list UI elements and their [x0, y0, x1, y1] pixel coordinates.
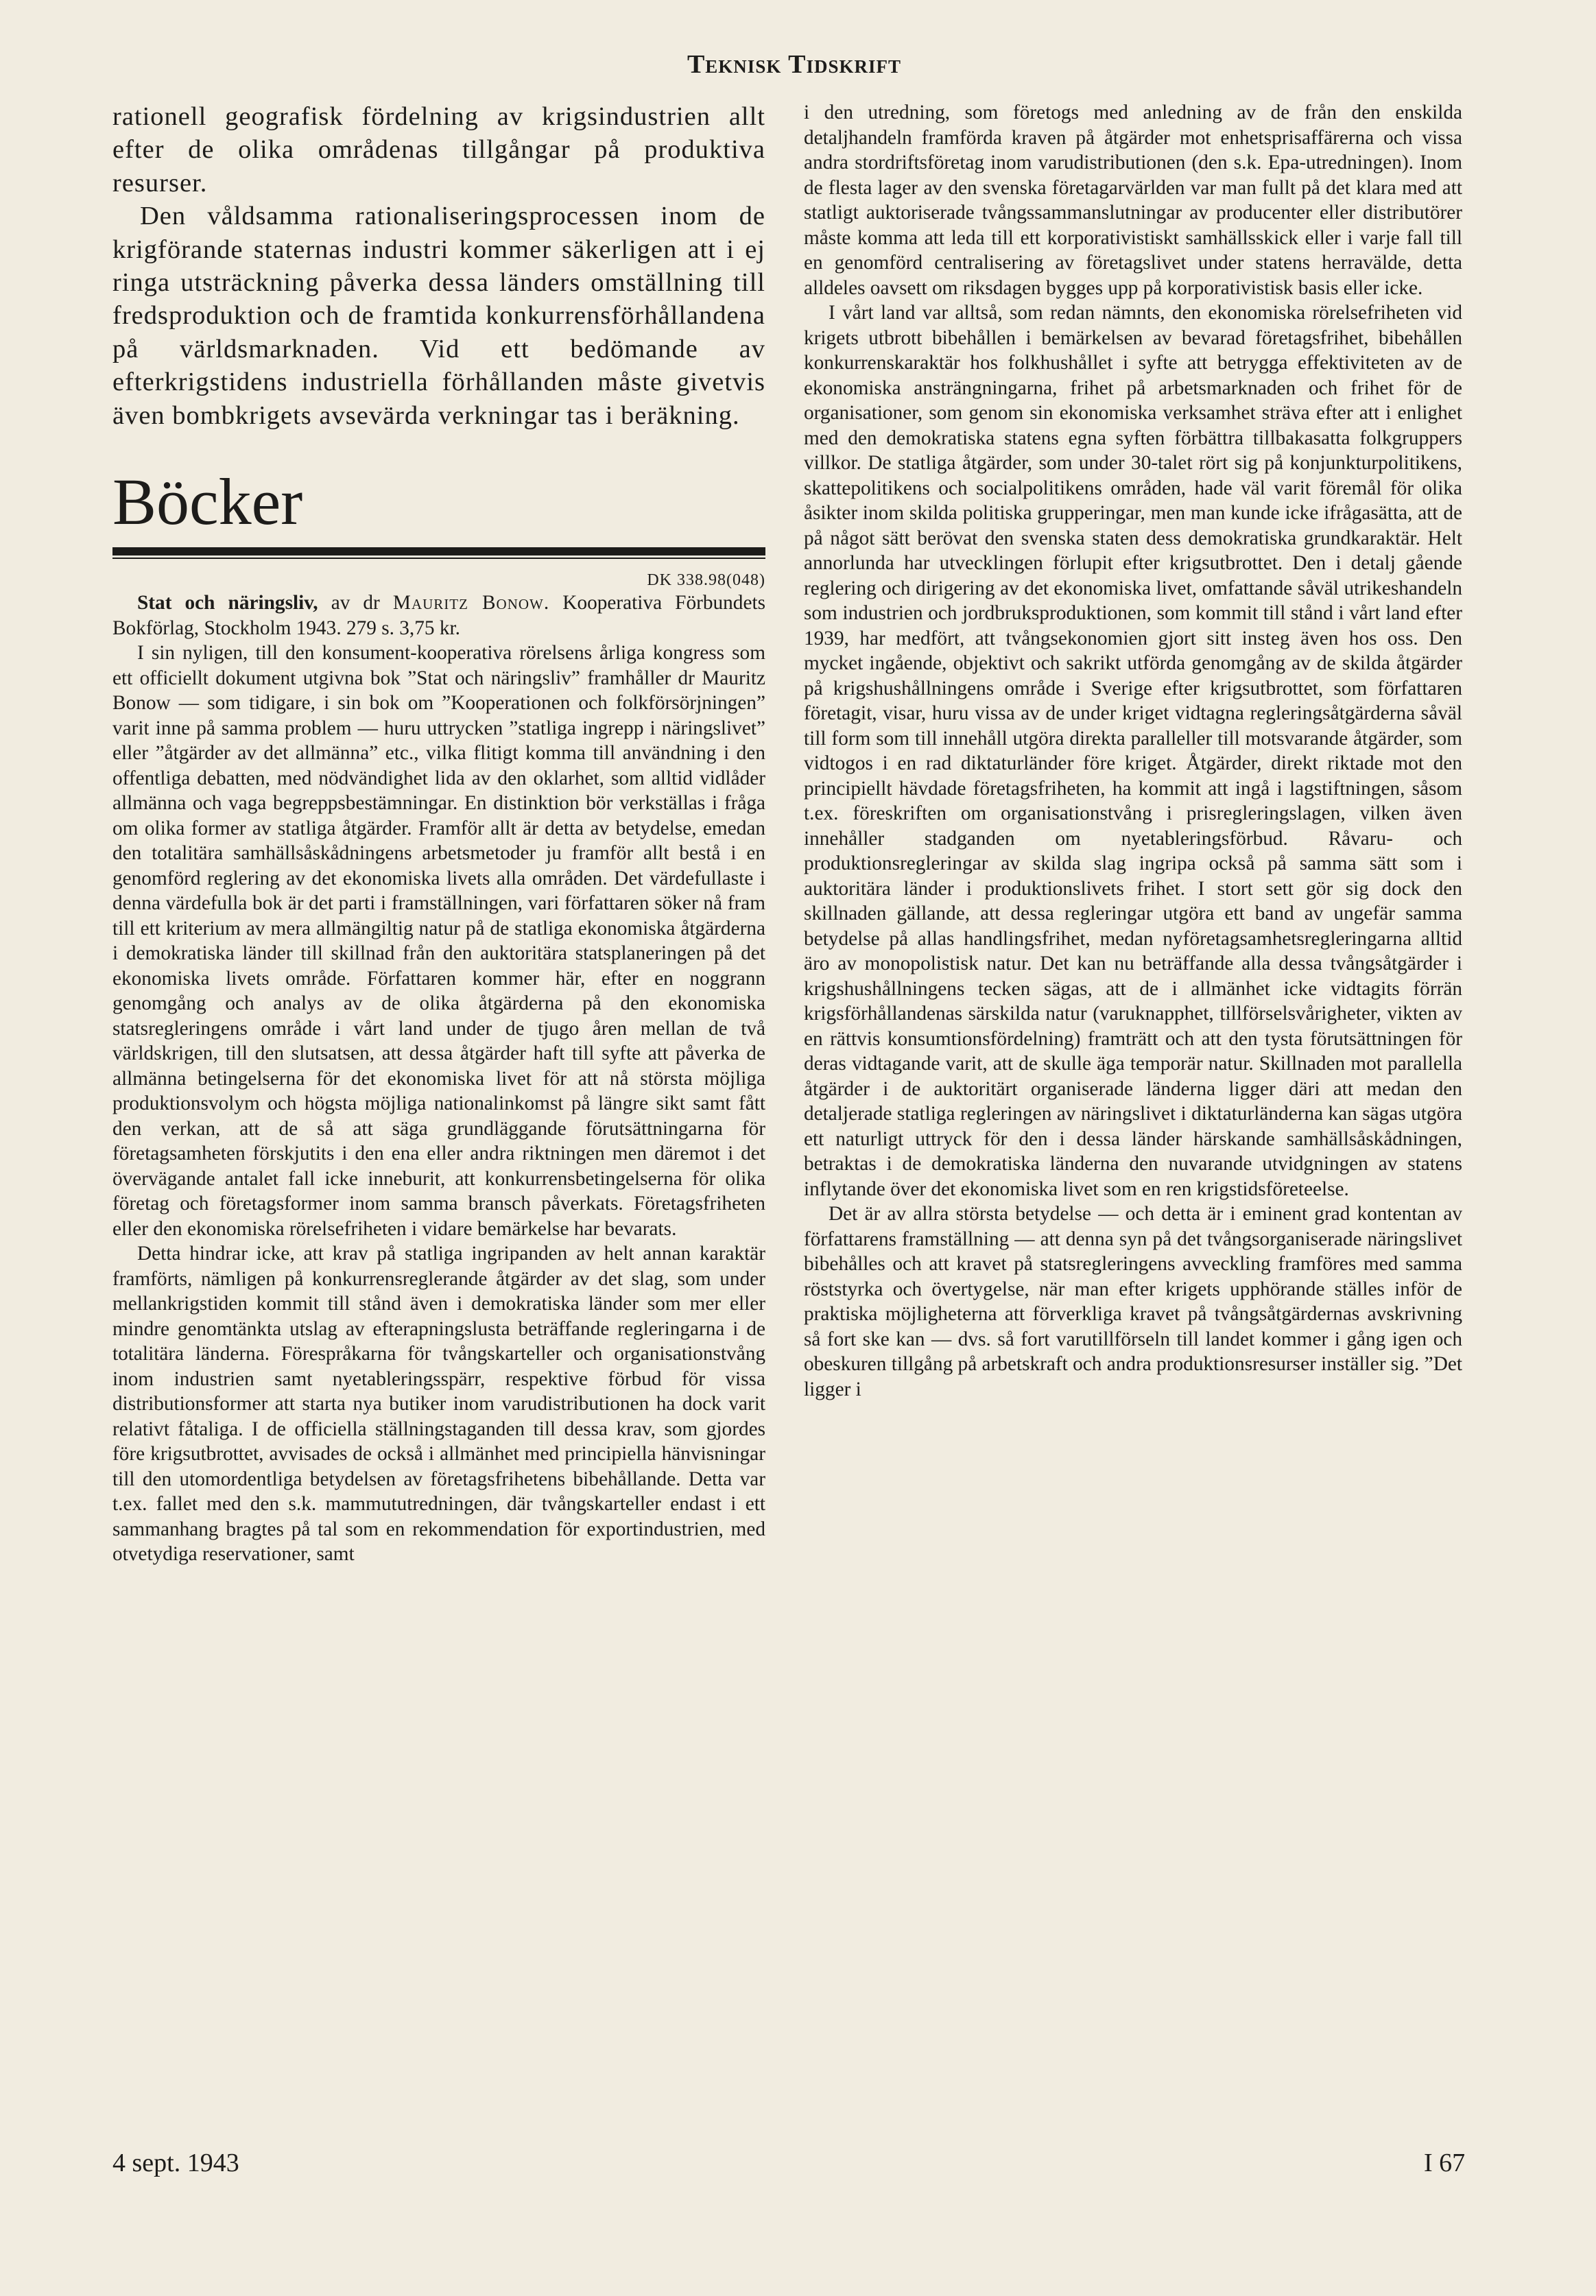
heading-rule-thin — [112, 558, 765, 559]
lead-paragraph: rationell geografisk fördelning av krigsindustrien allt efter de olika områdenas tillgångar på produktiva resurser. — [112, 102, 765, 198]
review-paragraph: i den utredning, som företogs med anledning av de från den enskilda detaljhandeln framförda kraven på åtgärder mot enhetsprisaffärerna och vissa andra stordriftsföretag inom varudistributionen (den s.k. Epa-utredningen). Inom de flesta lager av den svenska företagarvärlden var man fullt på det klara med att statligt auktoriserade tvångssammanslutningar av producenter eller distributörer måste komma att leda till ett korporativistiskt samhällsskick eller i varje fall till en genomförd centralisering av företagslivet under statens herravälde, detta alldeles oavsett om riksdagen bygges upp på korporativistisk basis eller icke. — [804, 101, 1462, 299]
page-number: I 67 — [1424, 2149, 1466, 2177]
dk-classification: DK 338.98(048) — [647, 571, 765, 590]
issue-date: 4 sept. 1943 — [112, 2149, 239, 2177]
book-citation — [112, 590, 765, 641]
review-paragraph: Det är av allra största betydelse — och detta är i eminent grad kontentan av författarens framställning — att denna syn på det tvångsorganiserade näringslivet bibehålles och att kravet på statsregleringens avveckling framföres med samma röststyrka och övertygelse, när man efter krigets upphörande ställes inför de praktiska möjligheterna att förverkliga kravet på tvångsåtgärdernas avskrivning så fort ske kan — dvs. så fort varutillförseln till landet kommer i gång igen och obeskuren tillgång på arbetskraft och andra produktionsresurser inställer sig. ”Det ligger i — [804, 1203, 1462, 1400]
journal-header: Teknisk Tidskrift — [687, 50, 902, 79]
lead-paragraph: Den våldsamma rationaliseringsprocessen inom de krigförande staternas industri kommer säkerligen att i ej ringa utsträckning påverka dessa länders omställning till fredsproduktion och de framtida konkurrensförhållandena på världsmarknaden. Vid ett bedömande av efterkrigstidens industriella förhållanden måste givetvis även bombkrigets avsevärda verkningar tas i beräkning. — [112, 202, 765, 430]
review-paragraph: Detta hindrar icke, att krav på statliga ingripanden av helt annan karaktär framförts, nämligen på konkurrensreglerande åtgärder av det slag, som under mellankrigstiden kommit till stånd även i demokratiska länder som mer eller mindre genomtänkta utslag av efterapningslusta beträffande regleringarna i de totalitära länderna. Förespråkarna för tvångskarteller och organisationstvång inom industrien samt nyetableringsspärr, respektive förbud för vissa distributionsformer att starta nya butiker inom varudistributionen ha dock varit relativt fåtaliga. I de officiella ställningstaganden till dessa krav, som gjordes före krigsutbrottet, avvisades de också i allmänhet med principiella hänvisningar till den utomordentliga betydelsen av företagsfrihetens bibehållande. Detta var t.ex. fallet med den s.k. mammututredningen, där tvångskarteller endast i ett sammanhang bragtes på tal som en rekommendation för exportindustrien, med otvetydiga reservationer, samt — [112, 1243, 765, 1566]
review-paragraph: I sin nyligen, till den konsument-kooperativa rörelsens årliga kongress som ett officiellt dokument utgivna bok ”Stat och näringsliv” framhåller dr Mauritz Bonow — som tidigare, i sin bok om ”Kooperationen och folkförsörjningen” varit inne på samma problem — huru uttrycken ”statliga ingrepp i näringslivet” eller ”åtgärder av det allmänna” etc., vilka flitigt komma till användning i den offentliga debatten, med nödvändighet lida av den oklarhet, som alltid vidlåder allmänna och vaga begreppsbestämningar. En distinktion bör verkställas i fråga om olika former av statliga åtgärder. Framför allt är detta av betydelse, emedan den totalitära samhällsåskådningens arbetsmetoder ju framför allt bestå i en genomförd reglering av det ekonomiska livets alla områden. Det värdefullaste i denna värdefulla bok är det parti i framställningen, vari författaren söker nå fram till ett kriterium av mera allmängiltig natur på de statliga ekonomiska åtgärderna i demokratiska länder till skillnad från den auktoritära statsplaneringen på det ekonomiska livets område. Författaren kommer här, efter en noggrann genomgång och analys av de olika åtgärderna på den ekonomiska statsregleringens område i vårt land under de tjugo åren mellan de två världskrigen, till den slutsatsen, att dessa åtgärder haft till syfte att påverka de allmänna betingelserna för det ekonomiska livet för att nå största möjliga produktionsvolym och högsta möjliga nationalinkomst på längre sikt samt fått den verkan, att de så att säga grundläggande förutsättningarna för företagsamheten förskjutits i den ena eller andra riktningen men däremot i det övervägande antalet fall icke inneburit, att konkurrensbetingelserna för olika företag och företagsformer inom samma bransch påverkats. Företagsfriheten eller den ekonomiska rörelsefriheten i vidare bemärkelse har bevarats. — [112, 642, 765, 1240]
book-title: Stat och näringsliv, — [137, 592, 318, 614]
book-by: av dr — [331, 592, 380, 614]
book-details: Kooperativa Förbundets Bokförlag, Stockholm 1943. 279 s. 3,75 kr. — [112, 592, 765, 639]
heading-rule — [112, 547, 765, 555]
right-column — [804, 100, 1462, 1402]
left-column — [112, 100, 765, 1567]
book-author: Mauritz Bonow. — [392, 592, 550, 614]
review-paragraph: I vårt land var alltså, som redan nämnts, den ekonomiska rörelsefriheten vid krigets utbrott bibehållen i bemärkelsen av bevarad företagsfrihet, bibehållen konkurrenskaraktär hos folkhushållet i syfte att betrygga effektiviteten av de ekonomiska ansträngningarna, frihet på arbetsmarknaden och frihet för de organisationer, som genom sin ekonomiska verksamhet sträva efter att i enlighet med den demokratiska statens egna syften förbättra tillbakasatta folkgruppers villkor. De statliga åtgärder, som under 30-talet rört sig på konjunkturpolitikens, skattepolitikens och socialpolitikens områden, hade väl varit föremål för olika åsikter inom skilda politiska grupperingar, men man kunde icke ifrågasätta, att de på något sätt berövat den svenska staten dess demokratiska grundkaraktär. Helt annorlunda har utvecklingen förlupit efter krigsutbrottet. Den i detalj gående reglering och dirigering av det ekonomiska livet, omfattande såväl utrikeshandeln som industrien och jordbruksproduktionen, som kommit till stånd i vårt land efter 1939, har medfört, att tvångsekonomien gjort sitt insteg även hos oss. Den mycket ingående, objektivt och sakrikt utförda genomgång av de skilda åtgärder på krigshushållningens område i Sverige efter krigsutbrottet, som författaren företagit, visar, huru vissa av de under kriget vidtagna regleringsåtgärderna såväl till form som till innehåll utgöra direkta paralleller till motsvarande åtgärder, som vidtogos i en rad diktaturländer före kriget. Åtgärder, direkt riktade mot den principiellt hävdade företagsfriheten, ha kommit att ingå i lagstiftningen, såsom t.ex. föreskriften om organisationstvång i prisregleringslagen, vilken även innehåller stadganden om nyetableringsförbud. Råvaru- och produktionsregleringar av skilda slag ingripa också på samma sätt som i auktoritära länder i produktionslivets frihet. I stort sett gör sig dock den skillnaden gällande, att dessa regleringar utgöra ett band av ungefär samma betydelse på allas handlingsfrihet, medan nyföretagsamhetsregleringarna alltid äro av monopolistisk natur. Det kan nu beträffande alla dessa tvångsåtgärder i krigshushållningens tecken sägas, att de i allmänhet icke vidtagits förrän krigsförhållandenas särskilda natur (varuknapphet, tillförselsvårigheter, vikten av en rättvis konsumtionsfördelning) framträtt och att den tysta förutsättningen för deras vidtagande varit, att de skulle äga temporär natur. Skillnaden mot parallella åtgärder i de auktoritärt organiserade länderna ligger däri att medan den detaljerade statliga regleringen av näringslivet i diktaturländerna kan sägas utgöra ett naturligt uttryck för den i dessa länder härskande samhällsåskådningen, betraktas i de demokratiska länderna den nuvarande utvidgningen av statens inflytande över det ekonomiska livet som en ren krigstidsföreteelse. — [804, 302, 1462, 1200]
section-heading: Böcker — [112, 465, 303, 539]
article-ending — [112, 100, 765, 432]
book-review — [112, 590, 765, 1567]
